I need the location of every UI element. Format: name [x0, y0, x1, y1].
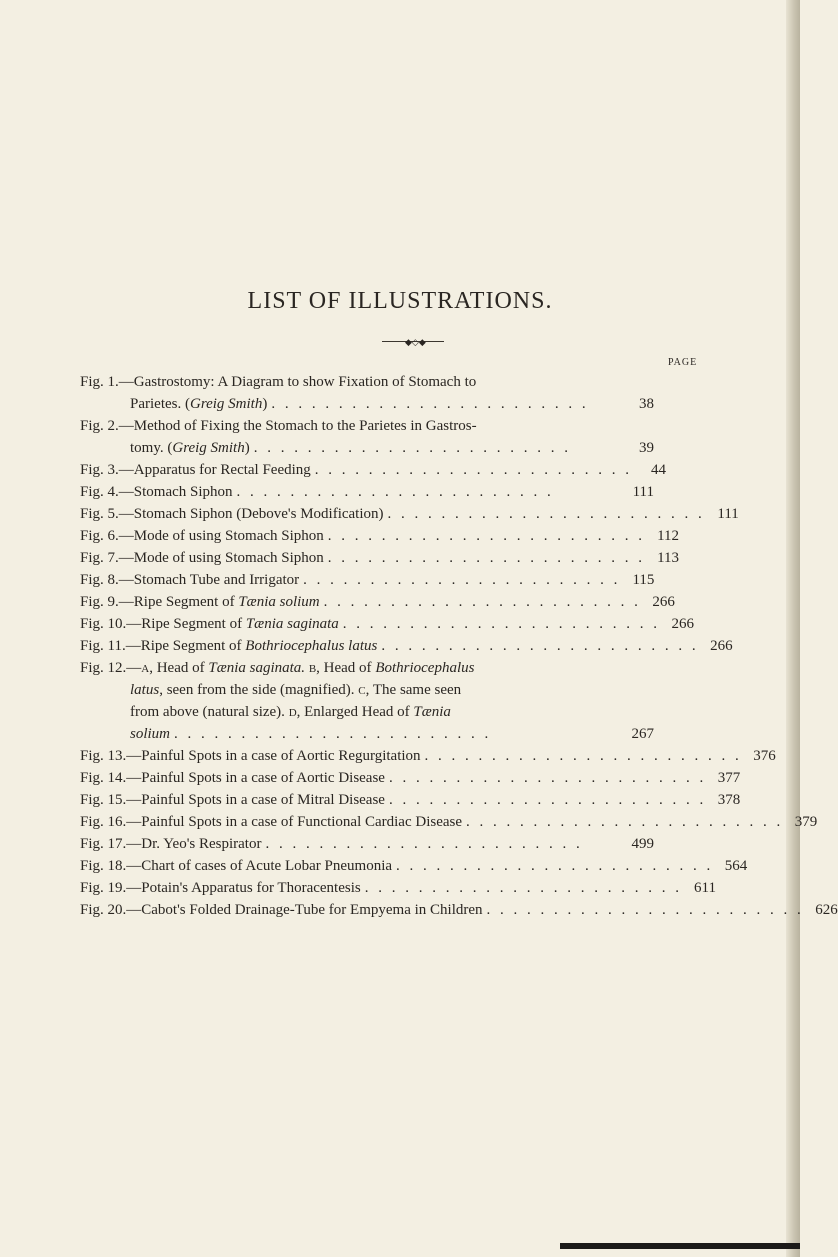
- list-item-fig-19: Fig. 19.—Potain's Apparatus for Thoracentesis . . . . . . . . . . . . . . . . . . . . . . . . 611: [80, 877, 654, 899]
- page-number: 266: [652, 594, 675, 610]
- list-item-fig-12: Fig. 12.—a, Head of Tænia saginata. b, Head of Bothriocephalus latus, seen from the side (magnified). c, The same seen from above (natural size). d, Enlarged Head of Tænia solium . . . . . . . . . . . . . . . . . . . . . . . . 267: [80, 657, 654, 745]
- fig-number: Fig. 8.: [80, 572, 119, 588]
- fig-description: Mode of using Stomach Siphon: [133, 550, 324, 566]
- page-number: 626: [815, 902, 838, 918]
- page-number: 266: [710, 638, 733, 654]
- list-item-fig-11: Fig. 11.—Ripe Segment of Bothriocephalus latus . . . . . . . . . . . . . . . . . . . . . . . . 266: [80, 635, 654, 657]
- page-number: 266: [671, 616, 695, 632]
- fig-description: Apparatus for Rectal Feeding: [133, 462, 311, 478]
- page-number: 111: [632, 484, 654, 500]
- list-item-fig-13: Fig. 13.—Painful Spots in a case of Aortic Regurgitation . . . . . . . . . . . . . . . . . . . . . . . . 376: [80, 745, 654, 767]
- fig-number: Fig. 12.: [80, 660, 127, 676]
- page-number: 376: [753, 748, 776, 764]
- dot-leader: . . . . . . . . . . . . . . . . . . . . . . . .: [327, 550, 646, 566]
- page-number: 564: [724, 858, 748, 874]
- fig-description: Ripe Segment of: [133, 594, 239, 610]
- dot-leader: . . . . . . . . . . . . . . . . . . . . . . . .: [388, 770, 707, 786]
- page-number: 39: [639, 440, 654, 456]
- fig-number: Fig. 17.: [80, 836, 127, 852]
- fig-number: Fig. 14.: [80, 770, 127, 786]
- list-item-fig-15: Fig. 15.—Painful Spots in a case of Mitral Disease . . . . . . . . . . . . . . . . . . . . . . . . 378: [80, 789, 654, 811]
- page-title: LIST OF ILLUSTRATIONS.: [247, 288, 553, 314]
- page-number: 115: [632, 572, 655, 588]
- fig-number: Fig. 15.: [80, 792, 127, 808]
- fig-description: Method of Fixing the Stomach to the Parietes in Gastros-: [133, 418, 477, 434]
- fig-description: Painful Spots in a case of Aortic Regurgitation: [141, 748, 421, 764]
- dot-leader: . . . . . . . . . . . . . . . . . . . . . . . .: [466, 814, 784, 830]
- dot-leader: . . . . . . . . . . . . . . . . . . . . . . . .: [314, 462, 633, 478]
- dot-leader: . . . . . . . . . . . . . . . . . . . . . . . .: [303, 572, 621, 588]
- fig-number: Fig. 11.: [80, 638, 126, 654]
- page-number: 113: [657, 550, 680, 566]
- fig-description: Stomach Siphon: [133, 484, 233, 500]
- page-edge: [786, 0, 800, 1257]
- dot-leader: . . . . . . . . . . . . . . . . . . . . . . . .: [342, 616, 661, 632]
- illustrations-list: [80, 371, 838, 921]
- fig-number: Fig. 5.: [80, 506, 119, 522]
- dot-leader: . . . . . . . . . . . . . . . . . . . . . . . .: [253, 440, 571, 456]
- dot-leader: . . . . . . . . . . . . . . . . . . . . . . . .: [327, 528, 646, 544]
- page-number: 111: [717, 506, 739, 522]
- dot-leader: . . . . . . . . . . . . . . . . . . . . . . . .: [323, 594, 641, 610]
- ornament-divider: [382, 338, 444, 346]
- fig-description: Stomach Tube and Irrigator: [133, 572, 300, 588]
- fig-number: Fig. 3.: [80, 462, 119, 478]
- dot-leader: . . . . . . . . . . . . . . . . . . . . . . . .: [271, 396, 589, 412]
- fig-number: Fig. 18.: [80, 858, 127, 874]
- fig-description: Potain's Apparatus for Thoracentesis: [141, 880, 361, 896]
- fig-number: Fig. 20.: [80, 902, 127, 918]
- list-item-fig-2: Fig. 2.—Method of Fixing the Stomach to the Parietes in Gastros- tomy. (Greig Smith) . . . . . . . . . . . . . . . . . . . . . . . . 39: [80, 415, 654, 459]
- list-item-fig-9: Fig. 9.—Ripe Segment of Tænia solium . . . . . . . . . . . . . . . . . . . . . . . . 266: [80, 591, 654, 613]
- page-number: 379: [794, 814, 818, 830]
- page-number: 38: [639, 396, 654, 412]
- page-column-header: PAGE: [668, 357, 698, 368]
- dot-leader: . . . . . . . . . . . . . . . . . . . . . . . .: [236, 484, 554, 500]
- list-item-fig-3: Fig. 3.—Apparatus for Rectal Feeding . . . . . . . . . . . . . . . . . . . . . . . . 44: [80, 459, 654, 481]
- page-number: 377: [717, 770, 741, 786]
- list-item-fig-10: Fig. 10.—Ripe Segment of Tænia saginata . . . . . . . . . . . . . . . . . . . . . . . . 266: [80, 613, 654, 635]
- page-number: 378: [717, 792, 741, 808]
- fig-description: Cabot's Folded Drainage-Tube for Empyema in Children: [141, 902, 483, 918]
- list-item-fig-16: Fig. 16.—Painful Spots in a case of Functional Cardiac Disease . . . . . . . . . . . . . . . . . . . . . . . . 379: [80, 811, 654, 833]
- fig-number: Fig. 6.: [80, 528, 119, 544]
- list-item-fig-18: Fig. 18.—Chart of cases of Acute Lobar Pneumonia . . . . . . . . . . . . . . . . . . . . . . . . 564: [80, 855, 654, 877]
- list-item-fig-7: Fig. 7.—Mode of using Stomach Siphon . . . . . . . . . . . . . . . . . . . . . . . . 113: [80, 547, 654, 569]
- list-item-fig-20: Fig. 20.—Cabot's Folded Drainage-Tube for Empyema in Children . . . . . . . . . . . . . . . . . . . . . . . . 626: [80, 899, 654, 921]
- page-number: 611: [694, 880, 716, 896]
- page-number: 499: [631, 836, 654, 852]
- fig-description: Ripe Segment of: [140, 638, 246, 654]
- list-item-fig-1: Fig. 1.—Gastrostomy: A Diagram to show Fixation of Stomach to Parietes. (Greig Smith) . . . . . . . . . . . . . . . . . . . . . . . . 38: [80, 371, 654, 415]
- dot-leader: . . . . . . . . . . . . . . . . . . . . . . . .: [387, 506, 705, 522]
- dot-leader: . . . . . . . . . . . . . . . . . . . . . . . .: [364, 880, 682, 896]
- fig-number: Fig. 4.: [80, 484, 119, 500]
- list-item-fig-8: Fig. 8.—Stomach Tube and Irrigator . . . . . . . . . . . . . . . . . . . . . . . . 115: [80, 569, 654, 591]
- list-item-fig-5: Fig. 5.—Stomach Siphon (Debove's Modification) . . . . . . . . . . . . . . . . . . . . . . . . 111: [80, 503, 654, 525]
- dot-leader: . . . . . . . . . . . . . . . . . . . . . . . .: [396, 858, 714, 874]
- dot-leader: . . . . . . . . . . . . . . . . . . . . . . . .: [486, 902, 804, 918]
- fig-description: Ripe Segment of: [141, 616, 246, 632]
- list-item-fig-6: Fig. 6.—Mode of using Stomach Siphon . . . . . . . . . . . . . . . . . . . . . . . . 112: [80, 525, 654, 547]
- fig-number: Fig. 7.: [80, 550, 119, 566]
- ornament-icon: ◆◇◆: [405, 337, 426, 347]
- fig-number: Fig. 13.: [80, 748, 127, 764]
- fig-number: Fig. 19.: [80, 880, 127, 896]
- dot-leader: . . . . . . . . . . . . . . . . . . . . . . . .: [388, 792, 707, 808]
- fig-number: Fig. 1.: [80, 374, 119, 390]
- dot-leader: . . . . . . . . . . . . . . . . . . . . . . . .: [174, 726, 492, 742]
- fig-description: Painful Spots in a case of Functional Cardiac Disease: [141, 814, 463, 830]
- dot-leader: . . . . . . . . . . . . . . . . . . . . . . . .: [265, 836, 583, 852]
- dot-leader: . . . . . . . . . . . . . . . . . . . . . . . .: [424, 748, 742, 764]
- list-item-fig-14: Fig. 14.—Painful Spots in a case of Aortic Disease . . . . . . . . . . . . . . . . . . . . . . . . 377: [80, 767, 654, 789]
- fig-description: Dr. Yeo's Respirator: [141, 836, 262, 852]
- fig-description: Mode of using Stomach Siphon: [133, 528, 324, 544]
- fig-description: Stomach Siphon (Debove's Modification): [133, 506, 384, 522]
- fig-number: Fig. 2.: [80, 418, 119, 434]
- fig-description: Painful Spots in a case of Mitral Disease: [141, 792, 385, 808]
- fig-description: Painful Spots in a case of Aortic Disease: [141, 770, 385, 786]
- page-number: 44: [651, 462, 667, 478]
- fig-description: Gastrostomy: A Diagram to show Fixation of Stomach to: [133, 374, 477, 390]
- fig-description: Chart of cases of Acute Lobar Pneumonia: [141, 858, 393, 874]
- page-number: 112: [657, 528, 680, 544]
- dot-leader: . . . . . . . . . . . . . . . . . . . . . . . .: [381, 638, 699, 654]
- page-number: 267: [631, 726, 654, 742]
- list-item-fig-17: Fig. 17.—Dr. Yeo's Respirator . . . . . . . . . . . . . . . . . . . . . . . . 499: [80, 833, 654, 855]
- fig-number: Fig. 16.: [80, 814, 127, 830]
- fig-number: Fig. 9.: [80, 594, 119, 610]
- bottom-rule: [560, 1243, 800, 1249]
- fig-number: Fig. 10.: [80, 616, 127, 632]
- list-item-fig-4: Fig. 4.—Stomach Siphon . . . . . . . . . . . . . . . . . . . . . . . . 111: [80, 481, 654, 503]
